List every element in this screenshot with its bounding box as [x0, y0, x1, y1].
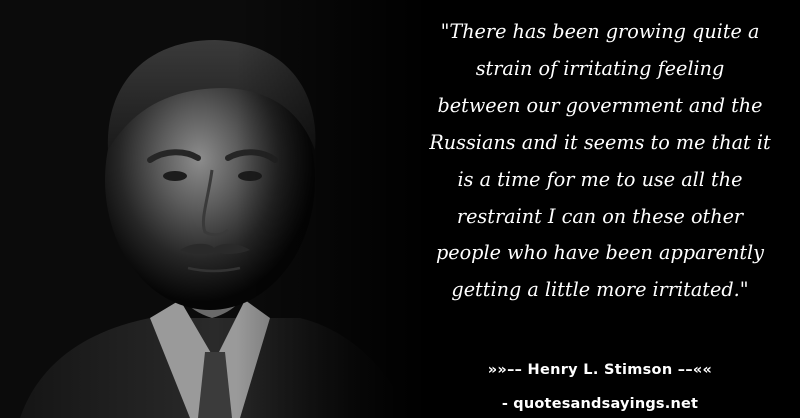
quote-line: "There has been growing quite a: [440, 20, 760, 43]
quote-line: people who have been apparently: [435, 241, 765, 265]
quote-text: [405, 14, 795, 309]
site-watermark: - quotesandsayings.net: [501, 396, 699, 412]
quote-line: getting a little more irritated.": [451, 278, 749, 302]
author-attribution: »»–– Henry L. Stimson ––««: [487, 362, 713, 378]
quote-panel: [405, 14, 795, 309]
quote-line: Russians and it seems to me that it: [429, 130, 771, 154]
quote-line: restraint I can on these other: [456, 204, 744, 228]
quote-line: is a time for me to use all the: [457, 167, 743, 191]
quote-line: between our government and the: [437, 93, 763, 117]
quote-line: strain of irritating feeling: [475, 56, 725, 80]
